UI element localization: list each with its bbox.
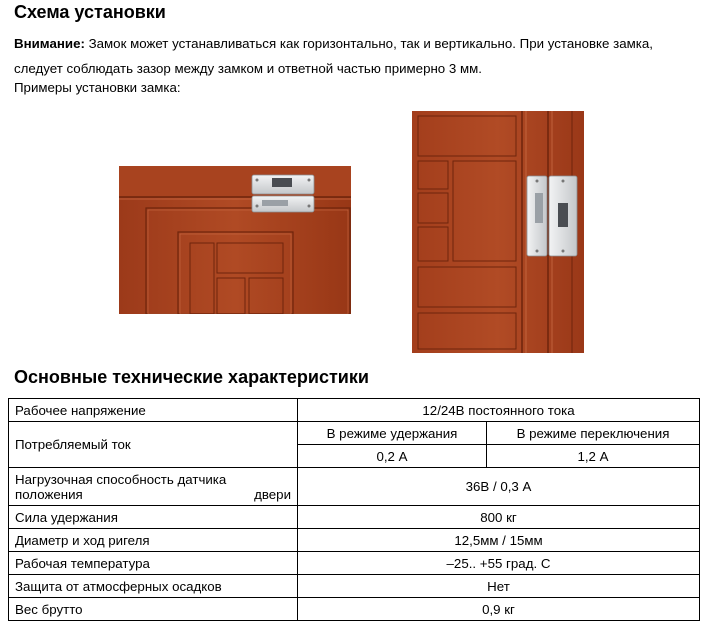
hold-mode-value: 0,2 А — [298, 445, 487, 468]
table-row — [9, 506, 700, 529]
row-label: Вес брутто — [9, 598, 298, 621]
table-row — [9, 575, 700, 598]
hold-mode-header: В режиме удержания — [298, 422, 487, 445]
install-title: Схема установки — [14, 2, 166, 22]
row-value: 36В / 0,3 А — [298, 468, 700, 506]
vertical-install-image — [412, 111, 584, 353]
row-label: Потребляемый ток — [9, 422, 298, 468]
table-row — [9, 529, 700, 552]
install-warning — [14, 31, 694, 81]
row-label: Защита от атмосферных осадков — [9, 575, 298, 598]
row-value: –25.. +55 град. С — [298, 552, 700, 575]
row-value: 12,5мм / 15мм — [298, 529, 700, 552]
switch-mode-header: В режиме переключения — [487, 422, 700, 445]
row-label: Рабочая температура — [9, 552, 298, 575]
table-row — [9, 422, 700, 445]
table-row — [9, 598, 700, 621]
row-value: 0,9 кг — [298, 598, 700, 621]
horizontal-install-image — [119, 166, 351, 314]
table-row — [9, 552, 700, 575]
row-label: Сила удержания — [9, 506, 298, 529]
warning-label: Внимание: — [14, 36, 85, 51]
table-row — [9, 468, 700, 506]
install-examples-label: Примеры установки замка: — [14, 80, 181, 95]
row-label: Рабочее напряжение — [9, 399, 298, 422]
row-label: Диаметр и ход ригеля — [9, 529, 298, 552]
row-value: 12/24В постоянного тока — [298, 399, 700, 422]
row-label: Нагрузочная способность датчика положения двери — [9, 468, 298, 506]
switch-mode-value: 1,2 А — [487, 445, 700, 468]
row-value: Нет — [298, 575, 700, 598]
table-row — [9, 399, 700, 422]
warning-text: Замок может устанавливаться как горизонтально, так и вертикально. При установке замка, следует соблюдать зазор между замком и ответной частью примерно 3 мм. — [14, 36, 653, 76]
specs-table — [8, 398, 700, 621]
specs-title: Основные технические характеристики — [14, 367, 369, 387]
row-value: 800 кг — [298, 506, 700, 529]
